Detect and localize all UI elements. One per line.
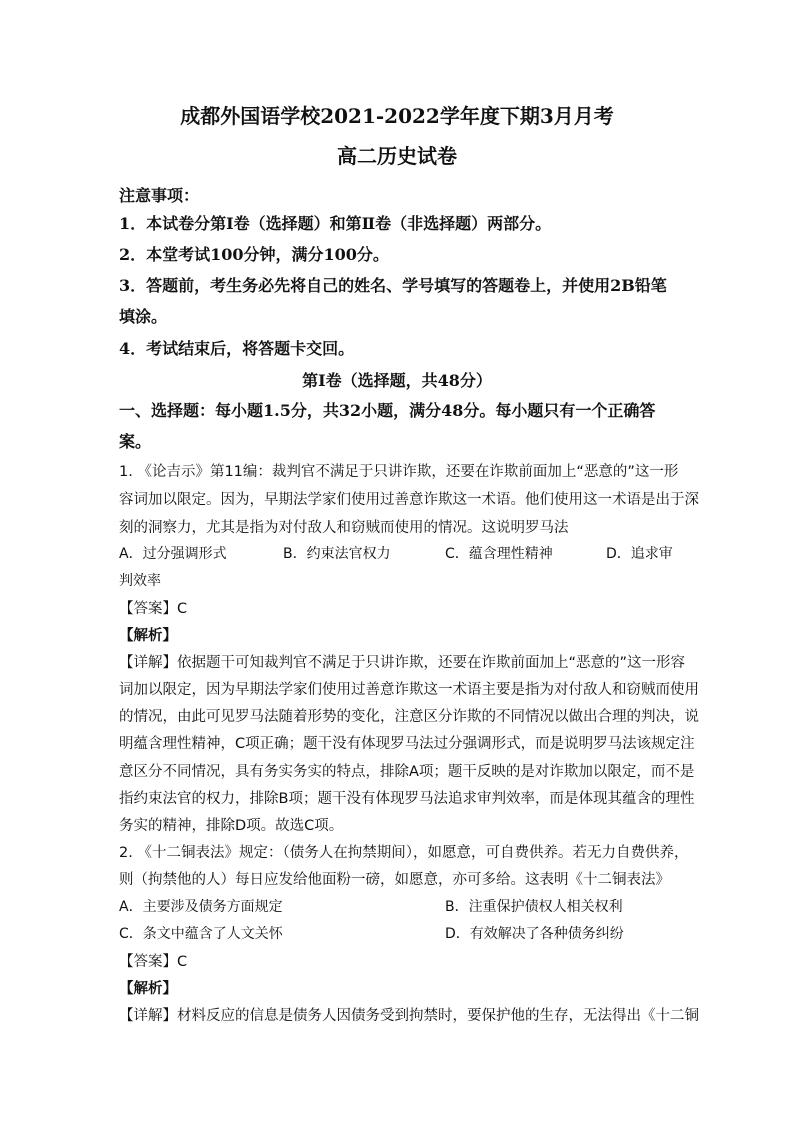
q2-option-d: D．有效解决了各种债务纠纷 xyxy=(445,926,624,942)
q1-detail-line: 明蕴含理性精神，C项正确；题干没有体现罗马法过分强调形式，而是说明罗马法该规定注 xyxy=(119,736,695,752)
q1-detail-line: 的情况，由此可见罗马法随着形势的变化，注意区分诈欺的不同情况以做出合理的判决，说 xyxy=(119,709,699,725)
notice-item: 2．本堂考试100分钟，满分100分。 xyxy=(119,245,389,264)
q2-detail-line: 【详解】材料反应的信息是债务人因债务受到拘禁时，要保护他的生存，无法得出《十二铜 xyxy=(119,1008,699,1024)
notice-item: 4．考试结束后，将答题卡交回。 xyxy=(119,339,355,358)
q2-option-c: C．条文中蕴含了人文关怀 xyxy=(119,926,283,942)
q1-option-d-cont: 判效率 xyxy=(119,573,161,589)
q1-answer: 【答案】C xyxy=(119,601,188,617)
q1-option-c: C．蕴含理性精神 xyxy=(445,546,553,562)
q1-stem-line: 1. 《论吉示》第11编：裁判官不满足于只讲诈欺，还要在诈欺前面加上“恶意的”这一形 xyxy=(119,464,679,480)
notice-item: 填涂。 xyxy=(119,307,168,326)
section-instructions-cont: 案。 xyxy=(119,432,152,451)
q1-detail-line: 词加以限定，因为早期法学家们使用过善意诈欺这一术语主要是指为对付敌人和窃贼而使用 xyxy=(119,682,699,698)
q1-option-d: D．追求审 xyxy=(606,546,673,562)
q2-option-b: B．注重保护债权人相关权利 xyxy=(445,899,623,915)
q2-stem-line: 则（拘禁他的人）每日应发给他面粉一磅，如愿意，亦可多给。这表明《十二铜表法》 xyxy=(119,872,670,888)
q1-detail-line: 务实的精神，排除D项。故选C项。 xyxy=(119,818,344,834)
q1-stem-line: 容词加以限定。因为，早期法学家们使用过善意诈欺这一术语。他们使用这一术语是出于深 xyxy=(119,492,699,508)
q1-detail-line: 【详解】依据题干可知裁判官不满足于只讲诈欺，还要在诈欺前面加上“恶意的”这一形容 xyxy=(119,655,686,671)
exam-title: 成都外国语学校2021-2022学年度下期3月月考 xyxy=(180,104,614,128)
exam-subtitle: 高二历史试卷 xyxy=(337,144,457,168)
q1-detail-line: 意区分不同情况，具有务实务实的特点，排除A项；题干反映的是对诈欺加以限定，而不是 xyxy=(119,764,695,780)
q1-option-a: A．过分强调形式 xyxy=(119,546,227,562)
q1-detail-line: 指约束法官的权力，排除B项；题干没有体现罗马法追求审判效率，而是体现其蕴含的理性 xyxy=(119,791,695,807)
notice-item: 3．答题前，考生务必先将自己的姓名、学号填写的答题卷上，并使用2B铅笔 xyxy=(119,276,667,295)
q1-option-b: B．约束法官权力 xyxy=(283,546,391,562)
q1-stem-line: 刻的洞察力，尤其是指为对付敌人和窃贼而使用的情况。这说明罗马法 xyxy=(119,520,569,536)
q2-analysis-label: 【解析】 xyxy=(119,981,177,997)
q1-analysis-label: 【解析】 xyxy=(119,628,177,644)
notice-heading: 注意事项： xyxy=(119,186,200,205)
section-instructions: 一、选择题：每小题1.5分，共32小题，满分48分。每小题只有一个正确答 xyxy=(119,401,656,420)
q2-answer: 【答案】C xyxy=(119,954,188,970)
q2-stem-line: 2. 《十二铜表法》规定：（债务人在拘禁期间），如愿意，可自费供养。若无力自费供养， xyxy=(119,845,689,861)
notice-item: 1．本试卷分第Ⅰ卷（选择题）和第Ⅱ卷（非选择题）两部分。 xyxy=(119,214,552,233)
section-title: 第Ⅰ卷（选择题，共48分） xyxy=(302,371,492,390)
q2-option-a: A．主要涉及债务方面规定 xyxy=(119,899,283,915)
